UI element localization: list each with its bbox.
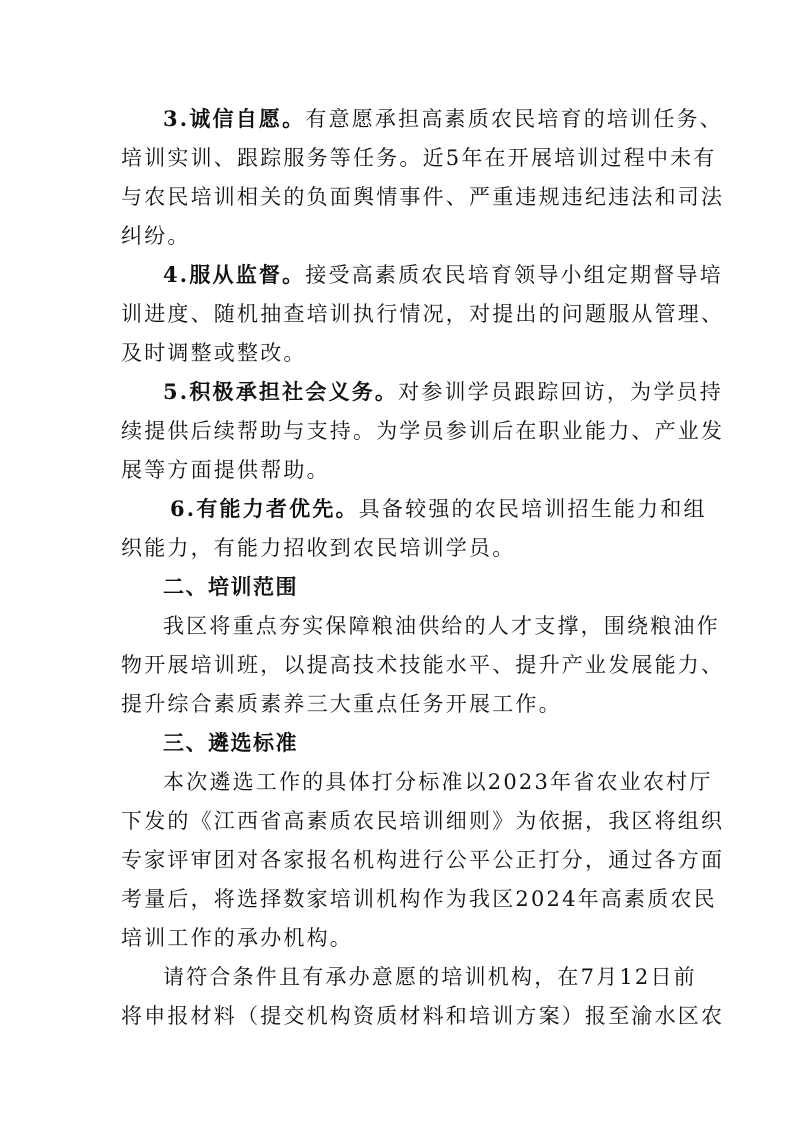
item-5-lead: 5.积极承担社会义务。 <box>163 379 399 404</box>
section-3-line-3: 专家评审团对各家报名机构进行公平公正打分，通过各方面 <box>121 848 725 872</box>
item-6-line-2: 织能力，有能力招收到农民培训学员。 <box>121 536 516 560</box>
item-6-lead: 6.有能力者优先。 <box>170 496 359 521</box>
item-3-lead: 3.诚信自愿。 <box>163 106 306 131</box>
closing-line-1: 请符合条件且有承办意愿的培训机构，在7月12日前 <box>163 965 697 989</box>
item-5-text: 对参训学员跟踪回访，为学员持 <box>398 380 723 404</box>
item-5-line-3: 展等方面提供帮助。 <box>121 458 330 482</box>
section-2-line-1: 我区将重点夯实保障粮油供给的人才支撑，围绕粮油作 <box>163 614 720 638</box>
section-2-line-2: 物开展培训班，以提高技术技能水平、提升产业发展能力、 <box>121 653 725 677</box>
section-3-heading: 三、遴选标准 <box>163 731 298 755</box>
item-5-line-2: 续提供后续帮助与支持。为学员参训后在职业能力、产业发 <box>121 419 725 443</box>
section-2-line-3: 提升综合素质素养三大重点任务开展工作。 <box>121 692 562 716</box>
item-3-line-4: 纠纷。 <box>121 224 191 248</box>
item-6-text: 具备较强的农民培训招生能力和组 <box>358 497 707 521</box>
item-3-text: 有意愿承担高素质农民培育的培训任务、 <box>305 107 723 131</box>
section-3-line-4: 考量后，将选择数家培训机构作为我区2024年高素质农民 <box>121 887 717 911</box>
section-2-heading: 二、培训范围 <box>163 575 298 599</box>
item-5-line-1 <box>163 377 723 407</box>
item-4-line-1 <box>163 260 723 290</box>
section-3-line-2: 下发的《江西省高素质农民培训细则》为依据，我区将组织 <box>121 809 725 833</box>
section-3-line-5: 培训工作的承办机构。 <box>121 926 353 950</box>
item-4-text: 接受高素质农民培育领导小组定期督导培 <box>305 263 723 287</box>
section-3-line-1: 本次遴选工作的具体打分标准以2023年省农业农村厅 <box>163 770 713 794</box>
item-4-line-2: 训进度、随机抽查培训执行情况，对提出的问题服从管理、 <box>121 302 725 326</box>
item-4-lead: 4.服从监督。 <box>163 262 306 287</box>
item-6-line-1 <box>170 494 707 524</box>
item-3-line-1 <box>163 104 723 134</box>
item-3-line-3: 与农民培训相关的负面舆情事件、严重违规违纪违法和司法 <box>121 185 725 209</box>
item-4-line-3: 及时调整或整改。 <box>121 341 307 365</box>
item-3-line-2: 培训实训、跟踪服务等任务。近5年在开展培训过程中未有 <box>121 146 717 170</box>
closing-line-2: 将申报材料（提交机构资质材料和培训方案）报至渝水区农 <box>121 1004 725 1028</box>
